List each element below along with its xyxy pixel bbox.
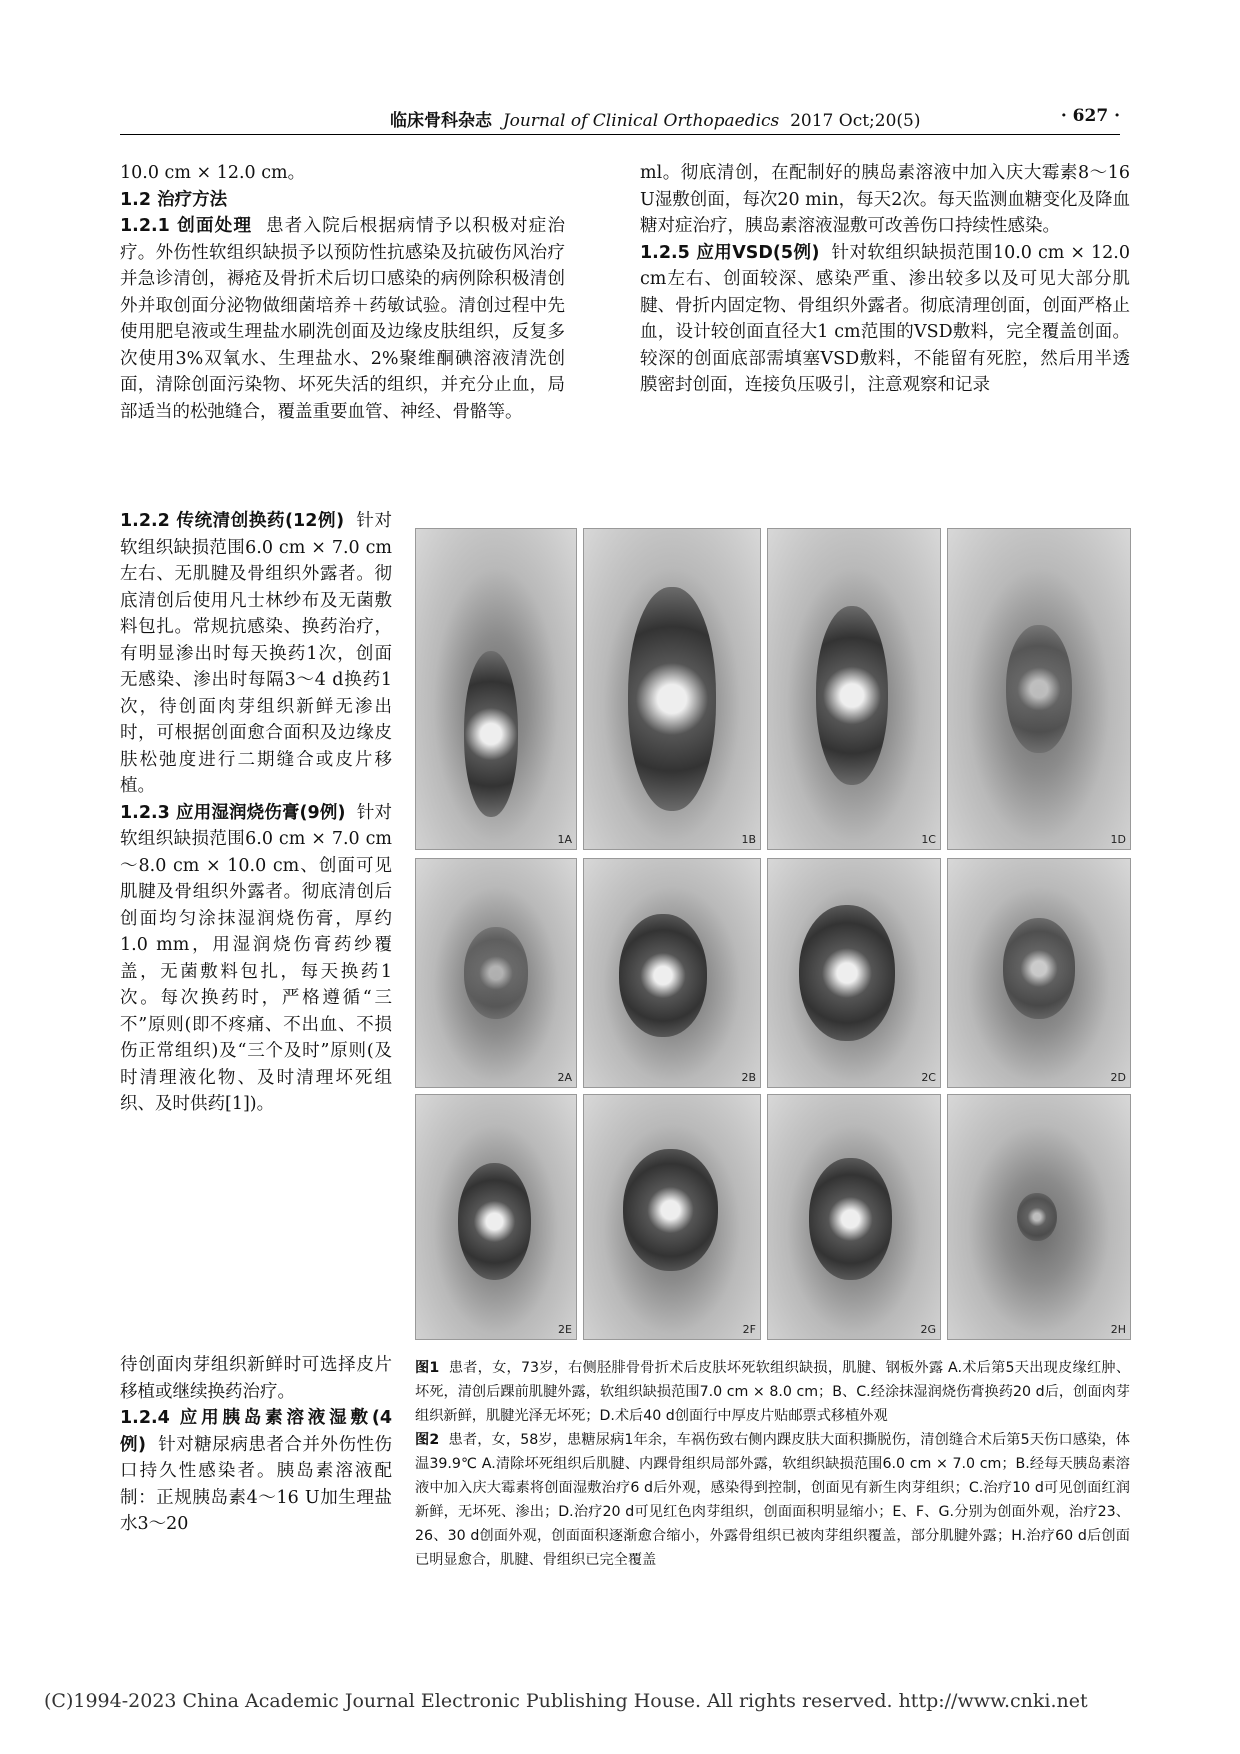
figure-panel-label: 2F bbox=[742, 1323, 756, 1336]
figure-label: 图1 bbox=[415, 1360, 440, 1376]
paragraph: ml。彻底清创，在配制好的胰岛素溶液中加入庆大霉素8～16 U湿敷创面，每次20 min，每天2次。每天监测血糖变化及降血糖对症治疗，胰岛素溶液湿敷可改善伤口持续性感染。 bbox=[640, 163, 1130, 236]
paragraph bbox=[120, 508, 392, 800]
clinical-photo bbox=[947, 1094, 1131, 1340]
subsection-heading: 1.2.4 应用胰岛素溶液湿敷(4例) bbox=[120, 1408, 392, 1455]
section-heading: 1.2 治疗方法 bbox=[120, 189, 228, 210]
clinical-photo bbox=[767, 1094, 941, 1340]
figure-panel-label: 2E bbox=[558, 1323, 572, 1336]
clinical-photo bbox=[947, 858, 1131, 1088]
figure-panel-label: 2B bbox=[741, 1071, 756, 1084]
paragraph-text: 针对糖尿病患者合并外伤性伤口持久性感染者。胰岛素溶液配制：正规胰岛素4～16 U加生理盐水3～20 bbox=[120, 1434, 393, 1534]
paragraph bbox=[120, 1405, 392, 1538]
paragraph-text: 患者入院后根据病情予以积极对症治疗。外伤性软组织缺损予以预防性抗感染及抗破伤风治疗并急诊清创，褥疮及骨折术后切口感染的病例除积极清创外并取创面分泌物做细菌培养＋药敏试验。清创过程中先使用肥皂液或生理盐水刷洗创面及边缘皮肤组织，反复多次使用3%双氧水、生理盐水、2%聚维酮碘溶液清洗创面，清除创面污染物、坏死失活的组织，并充分止血，局部适当的松弛缝合，覆盖重要血管、神经、骨骼等。 bbox=[120, 216, 566, 422]
subsection-heading: 1.2.3 应用湿润烧伤膏(9例) bbox=[120, 802, 346, 823]
clinical-photo bbox=[767, 858, 941, 1088]
journal-issue: 2017 Oct;20(5) bbox=[790, 111, 921, 131]
clinical-photo bbox=[415, 858, 577, 1088]
journal-name-cn: 临床骨科杂志 bbox=[390, 111, 492, 131]
figure-caption bbox=[415, 1356, 1130, 1572]
figure-panel-label: 2D bbox=[1110, 1071, 1126, 1084]
figure-panel-label: 1B bbox=[741, 833, 756, 846]
paragraph-text: 针对软组织缺损范围10.0 cm × 12.0 cm左右、创面较深、感染严重、渗出较多以及可见大部分肌腱、骨折内固定物、骨组织外露者。彻底清理创面，创面严格止血，设计较创面直径大1 cm范围的VSD敷料，完全覆盖创面。较深的创面底部需填塞VSD敷料，不能留有死腔，然后用半透膜密封创面，连接负压吸引，注意观察和记录 bbox=[640, 242, 1130, 395]
paragraph bbox=[120, 800, 392, 1118]
subsection-heading: 1.2.2 传统清创换药(12例) bbox=[120, 511, 345, 531]
clinical-photo bbox=[415, 528, 577, 850]
clinical-photo bbox=[947, 528, 1131, 850]
figure-panel-label: 1D bbox=[1110, 833, 1126, 846]
figure-panel-label: 1A bbox=[557, 833, 572, 846]
left-column-bottom bbox=[120, 1352, 392, 1538]
paragraph bbox=[640, 240, 1130, 399]
figure-panel-label: 2G bbox=[920, 1323, 936, 1336]
figure-1-caption bbox=[415, 1356, 1130, 1428]
clinical-photo bbox=[583, 528, 761, 850]
figure-panel-label: 2H bbox=[1110, 1323, 1126, 1336]
paragraph bbox=[120, 213, 565, 425]
journal-name-en: Journal of Clinical Orthopaedics bbox=[502, 111, 780, 131]
running-header bbox=[120, 104, 1120, 135]
clinical-photo bbox=[415, 1094, 577, 1340]
subsection-heading: 1.2.1 创面处理 bbox=[120, 216, 253, 236]
figure-panel-label: 1C bbox=[921, 833, 936, 846]
paragraph: 待创面肉芽组织新鲜时可选择皮片移植或继续换药治疗。 bbox=[120, 1355, 392, 1402]
figure-panel-label: 2A bbox=[557, 1071, 572, 1084]
clinical-photo bbox=[583, 1094, 761, 1340]
paragraph: 10.0 cm × 12.0 cm。 bbox=[120, 163, 306, 183]
figure-label: 图2 bbox=[415, 1432, 440, 1448]
paragraph-text: 针对软组织缺损范围6.0 cm × 7.0 cm左右、无肌腱及骨组织外露者。彻底清创后使用凡士林纱布及无菌敷料包扎。常规抗感染、换药治疗，有明显渗出时每天换药1次，创面无感染、渗出时每隔3～4 d换药1次，待创面肉芽组织新鲜无渗出时，可根据创面愈合面积及边缘皮肤松弛度进行二期缝合或皮片移植。 bbox=[120, 511, 392, 796]
caption-text: 患者，女，58岁，患糖尿病1年余，车祸伤致右侧内踝皮肤大面积撕脱伤，清创缝合术后第5天伤口感染，体温39.9℃ A.清除坏死组织后肌腱、内踝骨组织局部外露，软组织缺损范围6.0 cm × 7.0 cm；B.经每天胰岛素溶液中加入庆大霉素将创面湿敷治疗6 d后外观，感染得到控制，创面见有新生肉芽组织；C.治疗10 d可见创面红润新鲜，无坏死、渗出；D.治疗20 d可见红色肉芽组织，创面面积明显缩小；E、F、G.分别为创面外观，治疗23、26、30 d创面外观，创面面积逐渐愈合缩小，外露骨组织已被肉芽组织覆盖，部分肌腱外露；H.治疗60 d后创面已明显愈合，肌腱、骨组织已完全覆盖 bbox=[415, 1432, 1130, 1568]
left-column-top bbox=[120, 160, 565, 425]
clinical-photo bbox=[767, 528, 941, 850]
figure-2-caption bbox=[415, 1428, 1130, 1572]
clinical-photo bbox=[583, 858, 761, 1088]
page-number: · 627 · bbox=[1060, 106, 1120, 126]
right-column-top bbox=[640, 160, 1130, 399]
copyright-footer: (C)1994-2023 China Academic Journal Electronic Publishing House. All rights reserved. http://www.cnki.net bbox=[44, 1690, 1088, 1712]
caption-text: 患者，女，73岁，右侧胫腓骨骨折术后皮肤坏死软组织缺损，肌腱、钢板外露 A.术后第5天出现皮缘红肿、坏死，清创后踝前肌腱外露，软组织缺损范围7.0 cm × 8.0 cm；B、C.经涂抹湿润烧伤膏换药20 d后，创面肉芽组织新鲜，肌腱光泽无坏死；D.术后40 d创面行中厚皮片贴邮票式移植外观 bbox=[415, 1360, 1131, 1424]
journal-title bbox=[390, 106, 921, 131]
left-column-narrow bbox=[120, 508, 392, 1118]
paragraph-text: 针对软组织缺损范围6.0 cm × 7.0 cm～8.0 cm × 10.0 cm、创面可见肌腱及骨组织外露者。彻底清创后创面均匀涂抹湿润烧伤膏，厚约1.0 mm，用湿润烧伤膏药纱覆盖，无菌敷料包扎，每天换药1次。每次换药时，严格遵循“三不”原则(即不疼痛、不出血、不损伤正常组织)及“三个及时”原则(及时清理液化物、及时清理坏死组织、及时供药[1])。 bbox=[120, 802, 392, 1114]
figure-panel-label: 2C bbox=[921, 1071, 936, 1084]
subsection-heading: 1.2.5 应用VSD(5例) bbox=[640, 242, 820, 263]
